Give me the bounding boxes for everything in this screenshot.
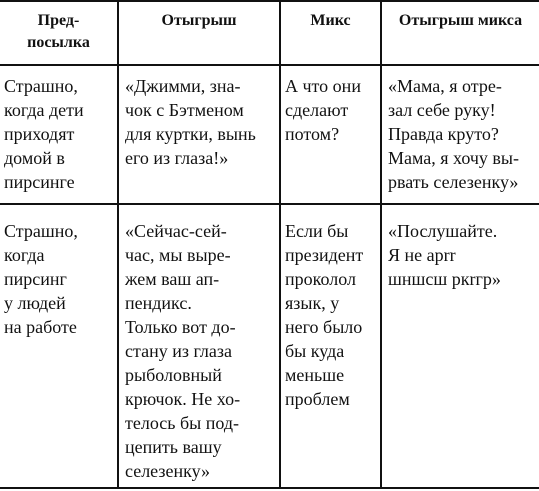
table-cell: А что они сделают потом? <box>285 76 361 144</box>
header-mix-playout: Отыгрыш микса <box>398 12 523 29</box>
table-cell: Если бы президент проколол язык, у него было бы куда меньше проблем <box>285 221 364 409</box>
table-cell: «Джимми, зна- чок с Бэтменом для куртки, вынь его из глаза!» <box>125 76 256 168</box>
column-divider <box>380 0 382 489</box>
table-cell: «Сейчас-сей- час, мы выре- жем ваш ап- пендикс. Только вот до- стану из глаза рыболовный крючок. Не хо- телось бы под- цепить вашу селезенку» <box>125 221 241 481</box>
table-cell: «Мама, я отре- зал себе руку! Правда круто? Мама, я хочу вы- рвать селезенку» <box>388 76 520 192</box>
table-cell: Страшно, когда пирсинг у людей на работе <box>4 221 78 337</box>
column-divider <box>117 0 119 489</box>
header-bottom-border <box>0 64 539 66</box>
header-playout: Отыгрыш <box>161 12 237 29</box>
table-top-border <box>0 0 539 2</box>
table-cell: «Послушайте. Я не арrr шншсш ркrгр» <box>388 221 501 289</box>
table-bottom-border <box>0 487 539 489</box>
header-premise: Пред- посылка <box>27 12 90 51</box>
row-divider <box>0 203 539 205</box>
header-mix: Микс <box>310 12 351 29</box>
table-cell: Страшно, когда дети приходят домой в пирсинге <box>4 76 84 192</box>
column-divider <box>279 0 281 489</box>
